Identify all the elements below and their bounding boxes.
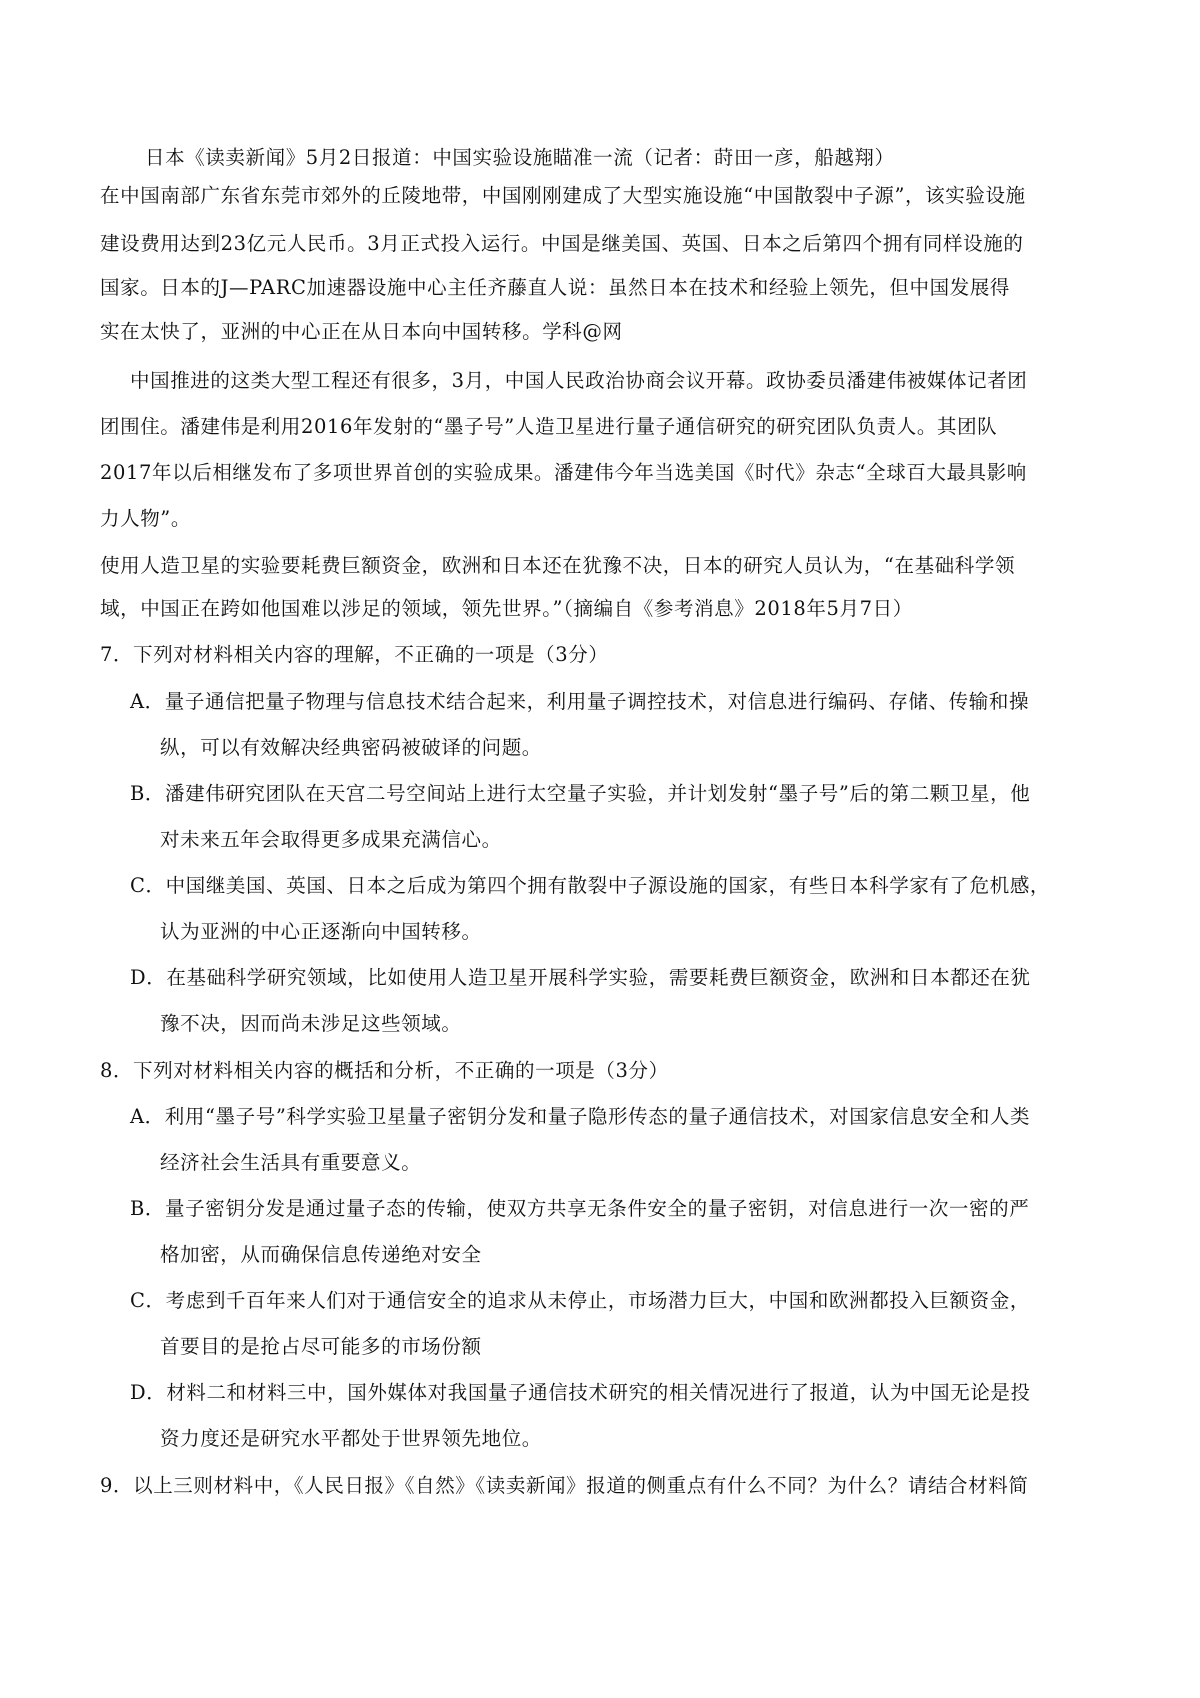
option-line: B．潘建伟研究团队在天宫二号空间站上进行太空量子实验，并计划发射“墨子号”后的第二颗卫星，他: [130, 782, 1031, 805]
option-line: D．在基础科学研究领域，比如使用人造卫星开展科学实验，需要耗费巨额资金，欧洲和日本都还在犹: [130, 966, 1031, 989]
paragraph-line: 中国推进的这类大型工程还有很多，3月，中国人民政治协商会议开幕。政协委员潘建伟被媒体记者团: [130, 369, 1028, 392]
material-heading: 日本《读卖新闻》5月2日报道：中国实验设施瞄准一流（记者：莳田一彦，船越翔）: [145, 146, 895, 169]
option-line: 格加密，从而确保信息传递绝对安全: [160, 1243, 482, 1266]
option-line: 纵，可以有效解决经典密码被破译的问题。: [160, 736, 542, 759]
paragraph-line: 2017年以后相继发布了多项世界首创的实验成果。潘建伟今年当选美国《时代》杂志“全球百大最具影响: [100, 461, 1027, 484]
paragraph-line: 国家。日本的J—PARC加速器设施中心主任齐藤直人说：虽然日本在技术和经验上领先，但中国发展得: [100, 276, 1011, 299]
question-stem: 9．以上三则材料中，《人民日报》《自然》《读卖新闻》报道的侧重点有什么不同？为什么？请结合材料简: [100, 1474, 1029, 1497]
paragraph-line: 建设费用达到23亿元人民币。3月正式投入运行。中国是继美国、英国、日本之后第四个拥有同样设施的: [100, 232, 1024, 255]
option-line: 首要目的是抢占尽可能多的市场份额: [160, 1335, 482, 1358]
option-line: C．考虑到千百年来人们对于通信安全的追求从未停止，市场潜力巨大，中国和欧洲都投入巨额资金，: [130, 1289, 1030, 1312]
paragraph-line: 在中国南部广东省东莞市郊外的丘陵地带，中国刚刚建成了大型实施设施“中国散裂中子源”，该实验设施: [100, 184, 1026, 207]
paragraph-line: 实在太快了，亚洲的中心正在从日本向中国转移。学科@网: [100, 320, 623, 343]
option-line: 资力度还是研究水平都处于世界领先地位。: [160, 1427, 542, 1450]
paragraph-line: 域，中国正在跨如他国难以涉足的领域，领先世界。”（摘编自《参考消息》2018年5月7日）: [100, 597, 913, 620]
paragraph-line: 团围住。潘建伟是利用2016年发射的“墨子号”人造卫星进行量子通信研究的研究团队负责人。其团队: [100, 415, 998, 438]
option-line: 对未来五年会取得更多成果充满信心。: [160, 828, 502, 851]
option-line: B．量子密钥分发是通过量子态的传输，使双方共享无条件安全的量子密钥，对信息进行一次一密的严: [130, 1197, 1030, 1220]
option-line: A．量子通信把量子物理与信息技术结合起来，利用量子调控技术，对信息进行编码、存储、传输和操: [130, 690, 1030, 713]
option-line: 经济社会生活具有重要意义。: [160, 1151, 422, 1174]
paragraph-line: 使用人造卫星的实验要耗费巨额资金，欧洲和日本还在犹豫不决，日本的研究人员认为，“在基础科学领: [100, 554, 1016, 577]
paragraph-line: 力人物”。: [100, 507, 191, 530]
option-line: A．利用“墨子号”科学实验卫星量子密钥分发和量子隐形传态的量子通信技术，对国家信息安全和人类: [130, 1105, 1031, 1128]
option-line: C．中国继美国、英国、日本之后成为第四个拥有散裂中子源设施的国家，有些日本科学家有了危机感，: [130, 874, 1051, 897]
option-line: 认为亚洲的中心正逐渐向中国转移。: [160, 920, 482, 943]
question-stem: 8．下列对材料相关内容的概括和分析，不正确的一项是（3分）: [100, 1059, 669, 1082]
option-line: D．材料二和材料三中，国外媒体对我国量子通信技术研究的相关情况进行了报道，认为中国无论是投: [130, 1381, 1031, 1404]
option-line: 豫不决，因而尚未涉足这些领域。: [160, 1012, 462, 1035]
question-stem: 7．下列对材料相关内容的理解，不正确的一项是（3分）: [100, 643, 609, 666]
